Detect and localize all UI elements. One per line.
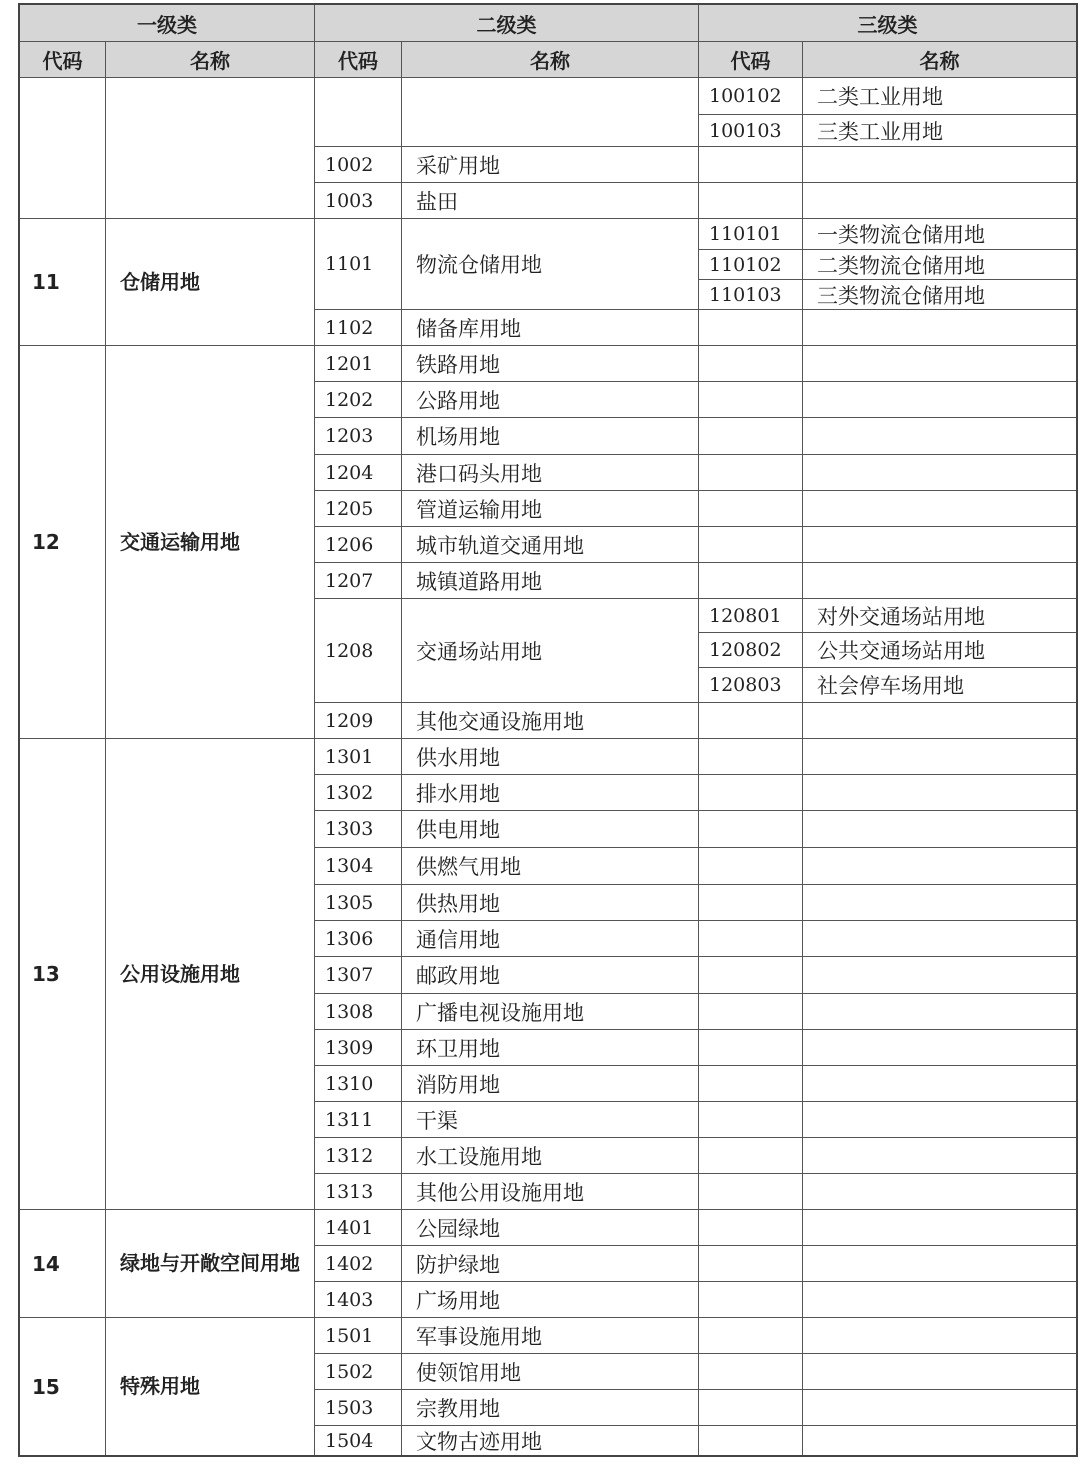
level2-code: 1101 <box>315 219 402 310</box>
level2-code: 1403 <box>315 1282 402 1318</box>
level2-code: 1003 <box>315 183 402 219</box>
level3-code <box>699 418 803 455</box>
level3-code <box>699 1318 803 1354</box>
level2-name: 公园绿地 <box>402 1210 699 1246</box>
level3-code <box>699 1210 803 1246</box>
level3-name <box>803 382 1076 418</box>
level3-name: 二类物流仓储用地 <box>803 250 1076 280</box>
level2-name: 消防用地 <box>402 1066 699 1102</box>
level1-code <box>20 78 106 219</box>
level2-name: 供水用地 <box>402 739 699 775</box>
level3-code <box>699 811 803 848</box>
level3-name <box>803 418 1076 455</box>
level3-name: 对外交通场站用地 <box>803 599 1076 633</box>
header-level2: 二级类 <box>315 5 699 42</box>
header-level1-name: 名称 <box>106 42 315 78</box>
level3-code <box>699 775 803 811</box>
level2-code: 1201 <box>315 346 402 382</box>
level3-code: 110101 <box>699 219 803 250</box>
level3-name <box>803 1426 1076 1455</box>
level2-name: 通信用地 <box>402 921 699 957</box>
level3-name <box>803 491 1076 527</box>
level2-code: 1312 <box>315 1138 402 1174</box>
level3-name <box>803 885 1076 921</box>
level3-code <box>699 994 803 1030</box>
level3-name <box>803 1354 1076 1390</box>
level1-name: 仓储用地 <box>106 219 315 346</box>
level3-code <box>699 1030 803 1066</box>
level2-code: 1502 <box>315 1354 402 1390</box>
level3-code: 120801 <box>699 599 803 633</box>
level2-name: 环卫用地 <box>402 1030 699 1066</box>
level3-name <box>803 1030 1076 1066</box>
level1-code: 12 <box>20 346 106 739</box>
level3-name <box>803 811 1076 848</box>
level3-name <box>803 1174 1076 1210</box>
level3-code: 100102 <box>699 78 803 115</box>
level3-code <box>699 147 803 183</box>
level2-code: 1304 <box>315 848 402 885</box>
level2-name: 铁路用地 <box>402 346 699 382</box>
level2-name: 城镇道路用地 <box>402 563 699 599</box>
level2-code: 1202 <box>315 382 402 418</box>
level3-code <box>699 921 803 957</box>
level3-code <box>699 563 803 599</box>
level2-code: 1306 <box>315 921 402 957</box>
level3-name <box>803 1246 1076 1282</box>
level2-code: 1208 <box>315 599 402 703</box>
level2-name: 交通场站用地 <box>402 599 699 703</box>
level2-name: 排水用地 <box>402 775 699 811</box>
level3-name <box>803 310 1076 346</box>
level2-code: 1308 <box>315 994 402 1030</box>
level2-name: 供燃气用地 <box>402 848 699 885</box>
level2-code: 1501 <box>315 1318 402 1354</box>
level2-code <box>315 78 402 147</box>
level2-code: 1002 <box>315 147 402 183</box>
level2-code: 1206 <box>315 527 402 563</box>
level3-code <box>699 1282 803 1318</box>
level3-code: 120802 <box>699 633 803 668</box>
level3-code <box>699 1174 803 1210</box>
level3-code: 110102 <box>699 250 803 280</box>
level3-code <box>699 885 803 921</box>
level3-code <box>699 1246 803 1282</box>
header-level1-code: 代码 <box>20 42 106 78</box>
level2-name: 公路用地 <box>402 382 699 418</box>
level3-code <box>699 346 803 382</box>
level2-code: 1401 <box>315 1210 402 1246</box>
level2-code: 1205 <box>315 491 402 527</box>
level3-name <box>803 1282 1076 1318</box>
header-level3-code: 代码 <box>699 42 803 78</box>
level3-name <box>803 147 1076 183</box>
level2-name: 防护绿地 <box>402 1246 699 1282</box>
level2-name: 城市轨道交通用地 <box>402 527 699 563</box>
level1-name: 绿地与开敞空间用地 <box>106 1210 315 1318</box>
level1-code: 13 <box>20 739 106 1210</box>
level2-name: 机场用地 <box>402 418 699 455</box>
level2-name: 储备库用地 <box>402 310 699 346</box>
level3-code <box>699 455 803 491</box>
level3-name: 二类工业用地 <box>803 78 1076 115</box>
level2-code: 1209 <box>315 703 402 739</box>
level3-name <box>803 455 1076 491</box>
level3-code: 110103 <box>699 280 803 310</box>
level3-name: 一类物流仓储用地 <box>803 219 1076 250</box>
level3-name <box>803 994 1076 1030</box>
level3-name <box>803 775 1076 811</box>
level1-name: 特殊用地 <box>106 1318 315 1455</box>
level3-code <box>699 703 803 739</box>
header-level1: 一级类 <box>20 5 315 42</box>
level2-name: 文物古迹用地 <box>402 1426 699 1455</box>
level2-code: 1503 <box>315 1390 402 1426</box>
level3-name <box>803 1138 1076 1174</box>
land-use-classification-table <box>18 3 1078 1457</box>
level2-name: 邮政用地 <box>402 957 699 994</box>
level2-name: 军事设施用地 <box>402 1318 699 1354</box>
level3-code <box>699 1426 803 1455</box>
level2-code: 1310 <box>315 1066 402 1102</box>
level2-name: 干渠 <box>402 1102 699 1138</box>
level3-name <box>803 957 1076 994</box>
level2-code: 1303 <box>315 811 402 848</box>
level2-name: 物流仓储用地 <box>402 219 699 310</box>
level1-name <box>106 78 315 219</box>
level3-code <box>699 1066 803 1102</box>
level3-name: 社会停车场用地 <box>803 668 1076 703</box>
level3-code <box>699 957 803 994</box>
level3-name <box>803 1318 1076 1354</box>
level3-name <box>803 921 1076 957</box>
header-level2-name: 名称 <box>402 42 699 78</box>
level1-name: 交通运输用地 <box>106 346 315 739</box>
level2-code: 1504 <box>315 1426 402 1455</box>
level2-code: 1305 <box>315 885 402 921</box>
level3-code <box>699 1102 803 1138</box>
level2-name: 宗教用地 <box>402 1390 699 1426</box>
level3-name <box>803 703 1076 739</box>
level2-code: 1307 <box>315 957 402 994</box>
level2-name: 其他公用设施用地 <box>402 1174 699 1210</box>
level2-name: 供电用地 <box>402 811 699 848</box>
level3-name <box>803 1390 1076 1426</box>
level2-code: 1313 <box>315 1174 402 1210</box>
level2-name: 供热用地 <box>402 885 699 921</box>
level3-name <box>803 739 1076 775</box>
level3-code <box>699 183 803 219</box>
level3-name: 三类物流仓储用地 <box>803 280 1076 310</box>
level3-code <box>699 1138 803 1174</box>
level1-code: 15 <box>20 1318 106 1455</box>
level3-code: 120803 <box>699 668 803 703</box>
header-level2-code: 代码 <box>315 42 402 78</box>
level3-code <box>699 310 803 346</box>
level2-code: 1203 <box>315 418 402 455</box>
level3-code <box>699 848 803 885</box>
level3-code <box>699 382 803 418</box>
level3-code <box>699 739 803 775</box>
level2-name: 使领馆用地 <box>402 1354 699 1390</box>
level2-name: 其他交通设施用地 <box>402 703 699 739</box>
level3-code <box>699 527 803 563</box>
level3-code: 100103 <box>699 115 803 147</box>
level2-name <box>402 78 699 147</box>
level3-name <box>803 1210 1076 1246</box>
level2-code: 1207 <box>315 563 402 599</box>
level3-code <box>699 1354 803 1390</box>
level3-name <box>803 563 1076 599</box>
level3-name: 公共交通场站用地 <box>803 633 1076 668</box>
level1-code: 11 <box>20 219 106 346</box>
level2-code: 1402 <box>315 1246 402 1282</box>
level3-code <box>699 491 803 527</box>
header-level3-name: 名称 <box>803 42 1076 78</box>
level1-name: 公用设施用地 <box>106 739 315 1210</box>
level2-code: 1204 <box>315 455 402 491</box>
level3-name <box>803 1102 1076 1138</box>
level2-name: 采矿用地 <box>402 147 699 183</box>
level2-code: 1102 <box>315 310 402 346</box>
level2-code: 1309 <box>315 1030 402 1066</box>
level3-name <box>803 848 1076 885</box>
level3-code <box>699 1390 803 1426</box>
level2-name: 广播电视设施用地 <box>402 994 699 1030</box>
level3-name <box>803 1066 1076 1102</box>
level3-name <box>803 527 1076 563</box>
level2-code: 1301 <box>315 739 402 775</box>
header-level3: 三级类 <box>699 5 1076 42</box>
level2-name: 港口码头用地 <box>402 455 699 491</box>
level3-name <box>803 346 1076 382</box>
level2-name: 管道运输用地 <box>402 491 699 527</box>
level2-name: 盐田 <box>402 183 699 219</box>
level3-name <box>803 183 1076 219</box>
level1-code: 14 <box>20 1210 106 1318</box>
level2-code: 1311 <box>315 1102 402 1138</box>
level2-code: 1302 <box>315 775 402 811</box>
level2-name: 广场用地 <box>402 1282 699 1318</box>
level3-name: 三类工业用地 <box>803 115 1076 147</box>
level2-name: 水工设施用地 <box>402 1138 699 1174</box>
